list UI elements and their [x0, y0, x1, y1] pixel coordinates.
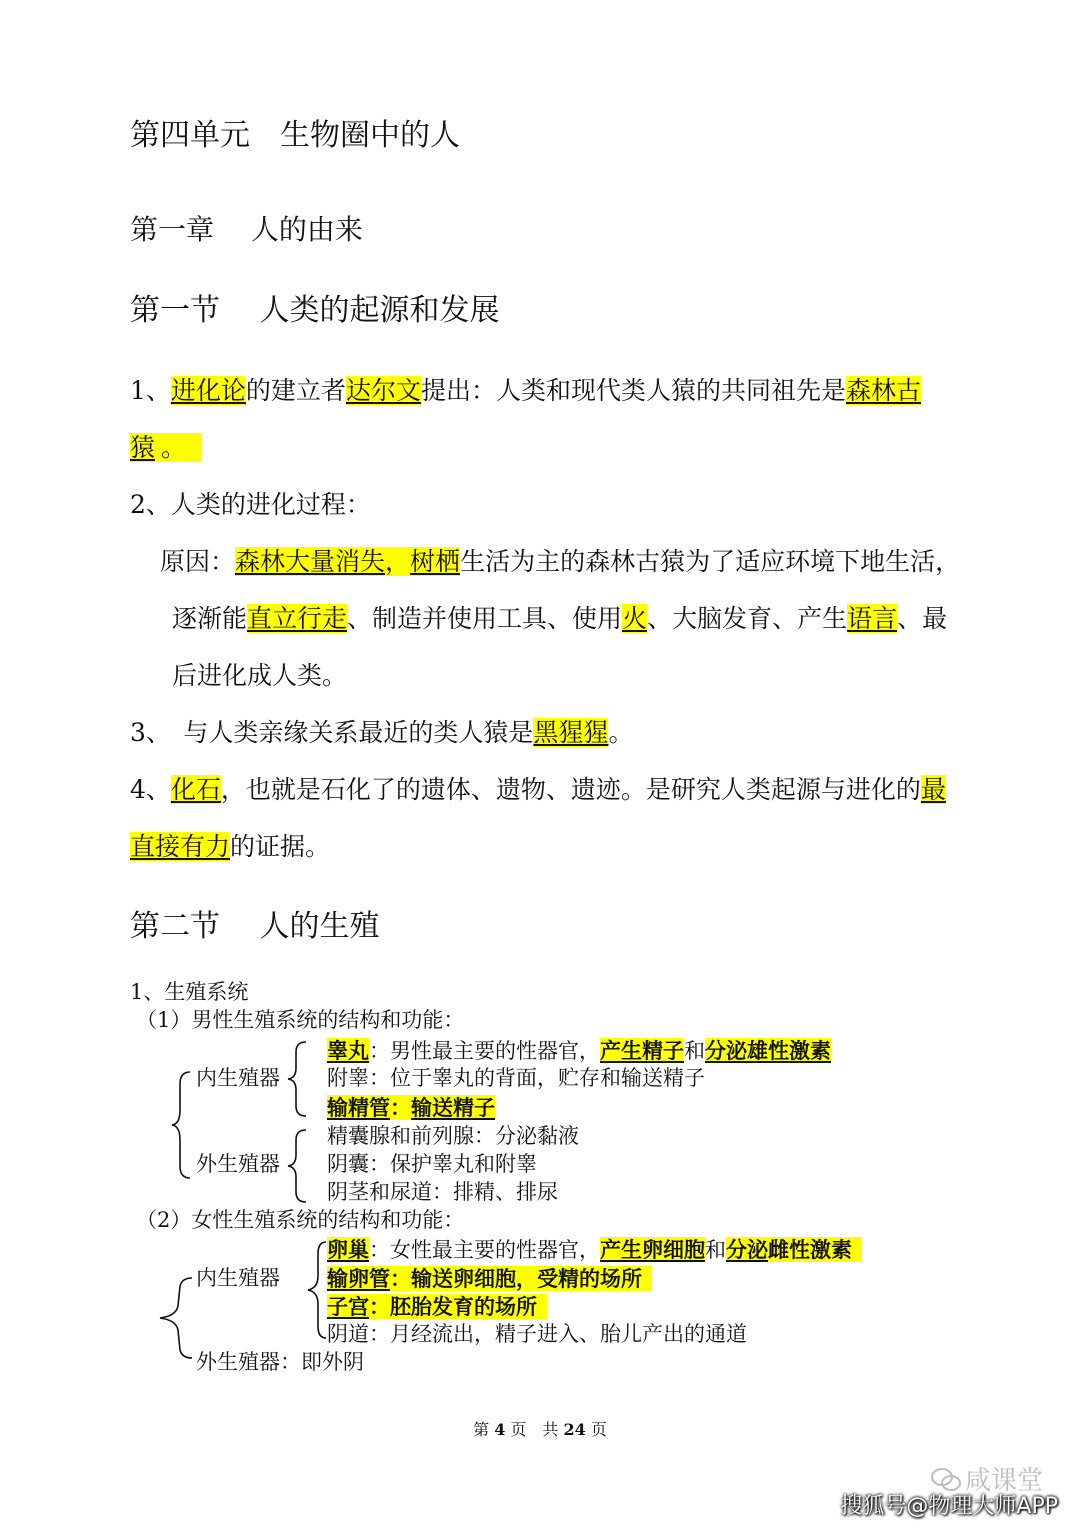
keyword-uterus: 子宫	[327, 1294, 369, 1319]
female-brace-outer	[158, 1270, 194, 1366]
male-brace-outer	[170, 1070, 194, 1180]
oviduct-function: ：输送卵细胞，受精的场所	[390, 1266, 652, 1291]
total-pages: 24	[563, 1420, 586, 1439]
s1-item3	[130, 720, 633, 745]
keyword-ovary: 卵巢	[327, 1237, 369, 1262]
section2-title: 第二节 人的生殖	[130, 909, 380, 944]
text: ：男性最主要的性器官，	[369, 1039, 600, 1063]
text: 。	[608, 718, 634, 747]
s1-item4-line2	[130, 834, 330, 859]
female-external: 外生殖器：即外阴	[196, 1350, 364, 1374]
text: 逐渐能	[172, 604, 248, 633]
keyword-testis: 睾丸	[327, 1038, 369, 1063]
keyword-upright-walking: 直立行走	[247, 604, 348, 633]
female-uterus	[327, 1296, 547, 1318]
keyword-estrogen: 雌性激素	[768, 1237, 862, 1262]
comma: ，	[385, 547, 411, 576]
s1-item4-line1	[130, 777, 946, 802]
text: 生活为主的森林古猿为了适应环境下地生活，	[460, 547, 961, 576]
page-footer	[0, 1422, 1080, 1438]
male-penis: 阴茎和尿道：排精、排尿	[327, 1180, 558, 1204]
female-oviduct	[327, 1268, 652, 1290]
text: 的证据。	[230, 832, 331, 861]
s1-cause-line3: 后进化成人类。	[172, 661, 348, 690]
item-number: 1、	[130, 376, 171, 405]
footer-text: 页 共	[510, 1420, 559, 1439]
uterus-function: ：胚胎发育的场所	[369, 1294, 547, 1319]
keyword-oviduct: 输卵管	[327, 1266, 390, 1291]
chapter-title: 第一章 人的由来	[130, 213, 363, 246]
s1-item2-title: 2、人类的进化过程：	[130, 490, 371, 519]
s1-cause-line1	[160, 549, 960, 574]
female-system-title: （2）女性生殖系统的结构和功能：	[136, 1208, 465, 1232]
s2-item1: 1、生殖系统	[130, 980, 249, 1004]
unit-title: 第四单元 生物圈中的人	[130, 118, 460, 153]
keyword-evolution: 进化论	[170, 376, 246, 405]
text: 、最	[897, 604, 948, 633]
text: ，也就是石化了的遗体、遗物、遗迹。是研究人类起源与进化的	[220, 775, 921, 804]
keyword-fossil: 化石	[170, 775, 221, 804]
keyword-chimpanzee: 黑猩猩	[533, 718, 609, 747]
keyword-forest-ape-2: 猿	[130, 433, 156, 462]
keyword-produce-sperm: 产生精子	[600, 1038, 684, 1063]
female-internal-label: 内生殖器	[196, 1266, 280, 1290]
text: 、大脑发育、产生	[647, 604, 848, 633]
colon: ：	[390, 1095, 411, 1120]
male-external-brace	[286, 1128, 310, 1204]
keyword-androgen: 分泌雄性激素	[705, 1038, 831, 1063]
keyword-produce-egg: 产生卵细胞	[600, 1237, 705, 1262]
male-internal-label: 内生殖器	[196, 1066, 280, 1090]
male-epididymis: 附睾：位于睾丸的背面，贮存和输送精子	[327, 1066, 705, 1090]
section1-title: 第一节 人类的起源和发展	[130, 293, 500, 328]
text: 的建立者	[245, 376, 346, 405]
keyword-forest-ape-1: 森林古	[845, 376, 921, 405]
page-number: 4	[494, 1420, 506, 1439]
male-testis	[327, 1040, 831, 1062]
keyword-direct-evidence: 直接有力	[130, 832, 231, 861]
s1-item1-line2	[130, 435, 202, 460]
text: 提出：人类和现代类人猿的共同祖先是	[420, 376, 846, 405]
male-vas	[327, 1097, 495, 1119]
keyword-most-1: 最	[920, 775, 946, 804]
text: 和	[705, 1238, 726, 1262]
female-ovary	[327, 1239, 862, 1261]
keyword-transport-sperm: 输送精子	[411, 1095, 495, 1120]
text: 原因：	[160, 547, 236, 576]
keyword-secrete: 分泌	[726, 1237, 768, 1262]
male-system-title: （1）男性生殖系统的结构和功能：	[136, 1008, 465, 1032]
female-internal-brace	[306, 1240, 328, 1340]
s1-item1-line1	[130, 378, 921, 403]
text: 、制造并使用工具、使用	[347, 604, 623, 633]
male-seminal: 精囊腺和前列腺：分泌黏液	[327, 1124, 579, 1148]
text: 3、 与人类亲缘关系最近的类人猿是	[130, 718, 534, 747]
keyword-language: 语言	[847, 604, 898, 633]
footer-text: 页	[590, 1420, 607, 1439]
male-external-label: 外生殖器	[196, 1152, 280, 1176]
text: 和	[684, 1039, 705, 1063]
watermark-brand: 咸课堂	[965, 1466, 1044, 1496]
keyword-forest-loss: 森林大量消失	[235, 547, 386, 576]
keyword-vas-deferens: 输精管	[327, 1095, 390, 1120]
s1-cause-line2	[172, 606, 947, 631]
period: 。	[155, 433, 202, 462]
text: 4、	[130, 775, 171, 804]
keyword-fire: 火	[622, 604, 648, 633]
wechat-icon	[930, 1466, 962, 1494]
female-vagina: 阴道：月经流出，精子进入、胎儿产出的通道	[327, 1322, 747, 1346]
keyword-darwin: 达尔文	[345, 376, 421, 405]
male-scrotum: 阴囊：保护睾丸和附睾	[327, 1152, 537, 1176]
text: ：女性最主要的性器官，	[369, 1238, 600, 1262]
watermark-source: 搜狐号@物理大师APP	[840, 1494, 1058, 1519]
keyword-arboreal: 树栖	[410, 547, 461, 576]
footer-text: 第	[473, 1420, 490, 1439]
male-internal-brace	[286, 1040, 310, 1118]
